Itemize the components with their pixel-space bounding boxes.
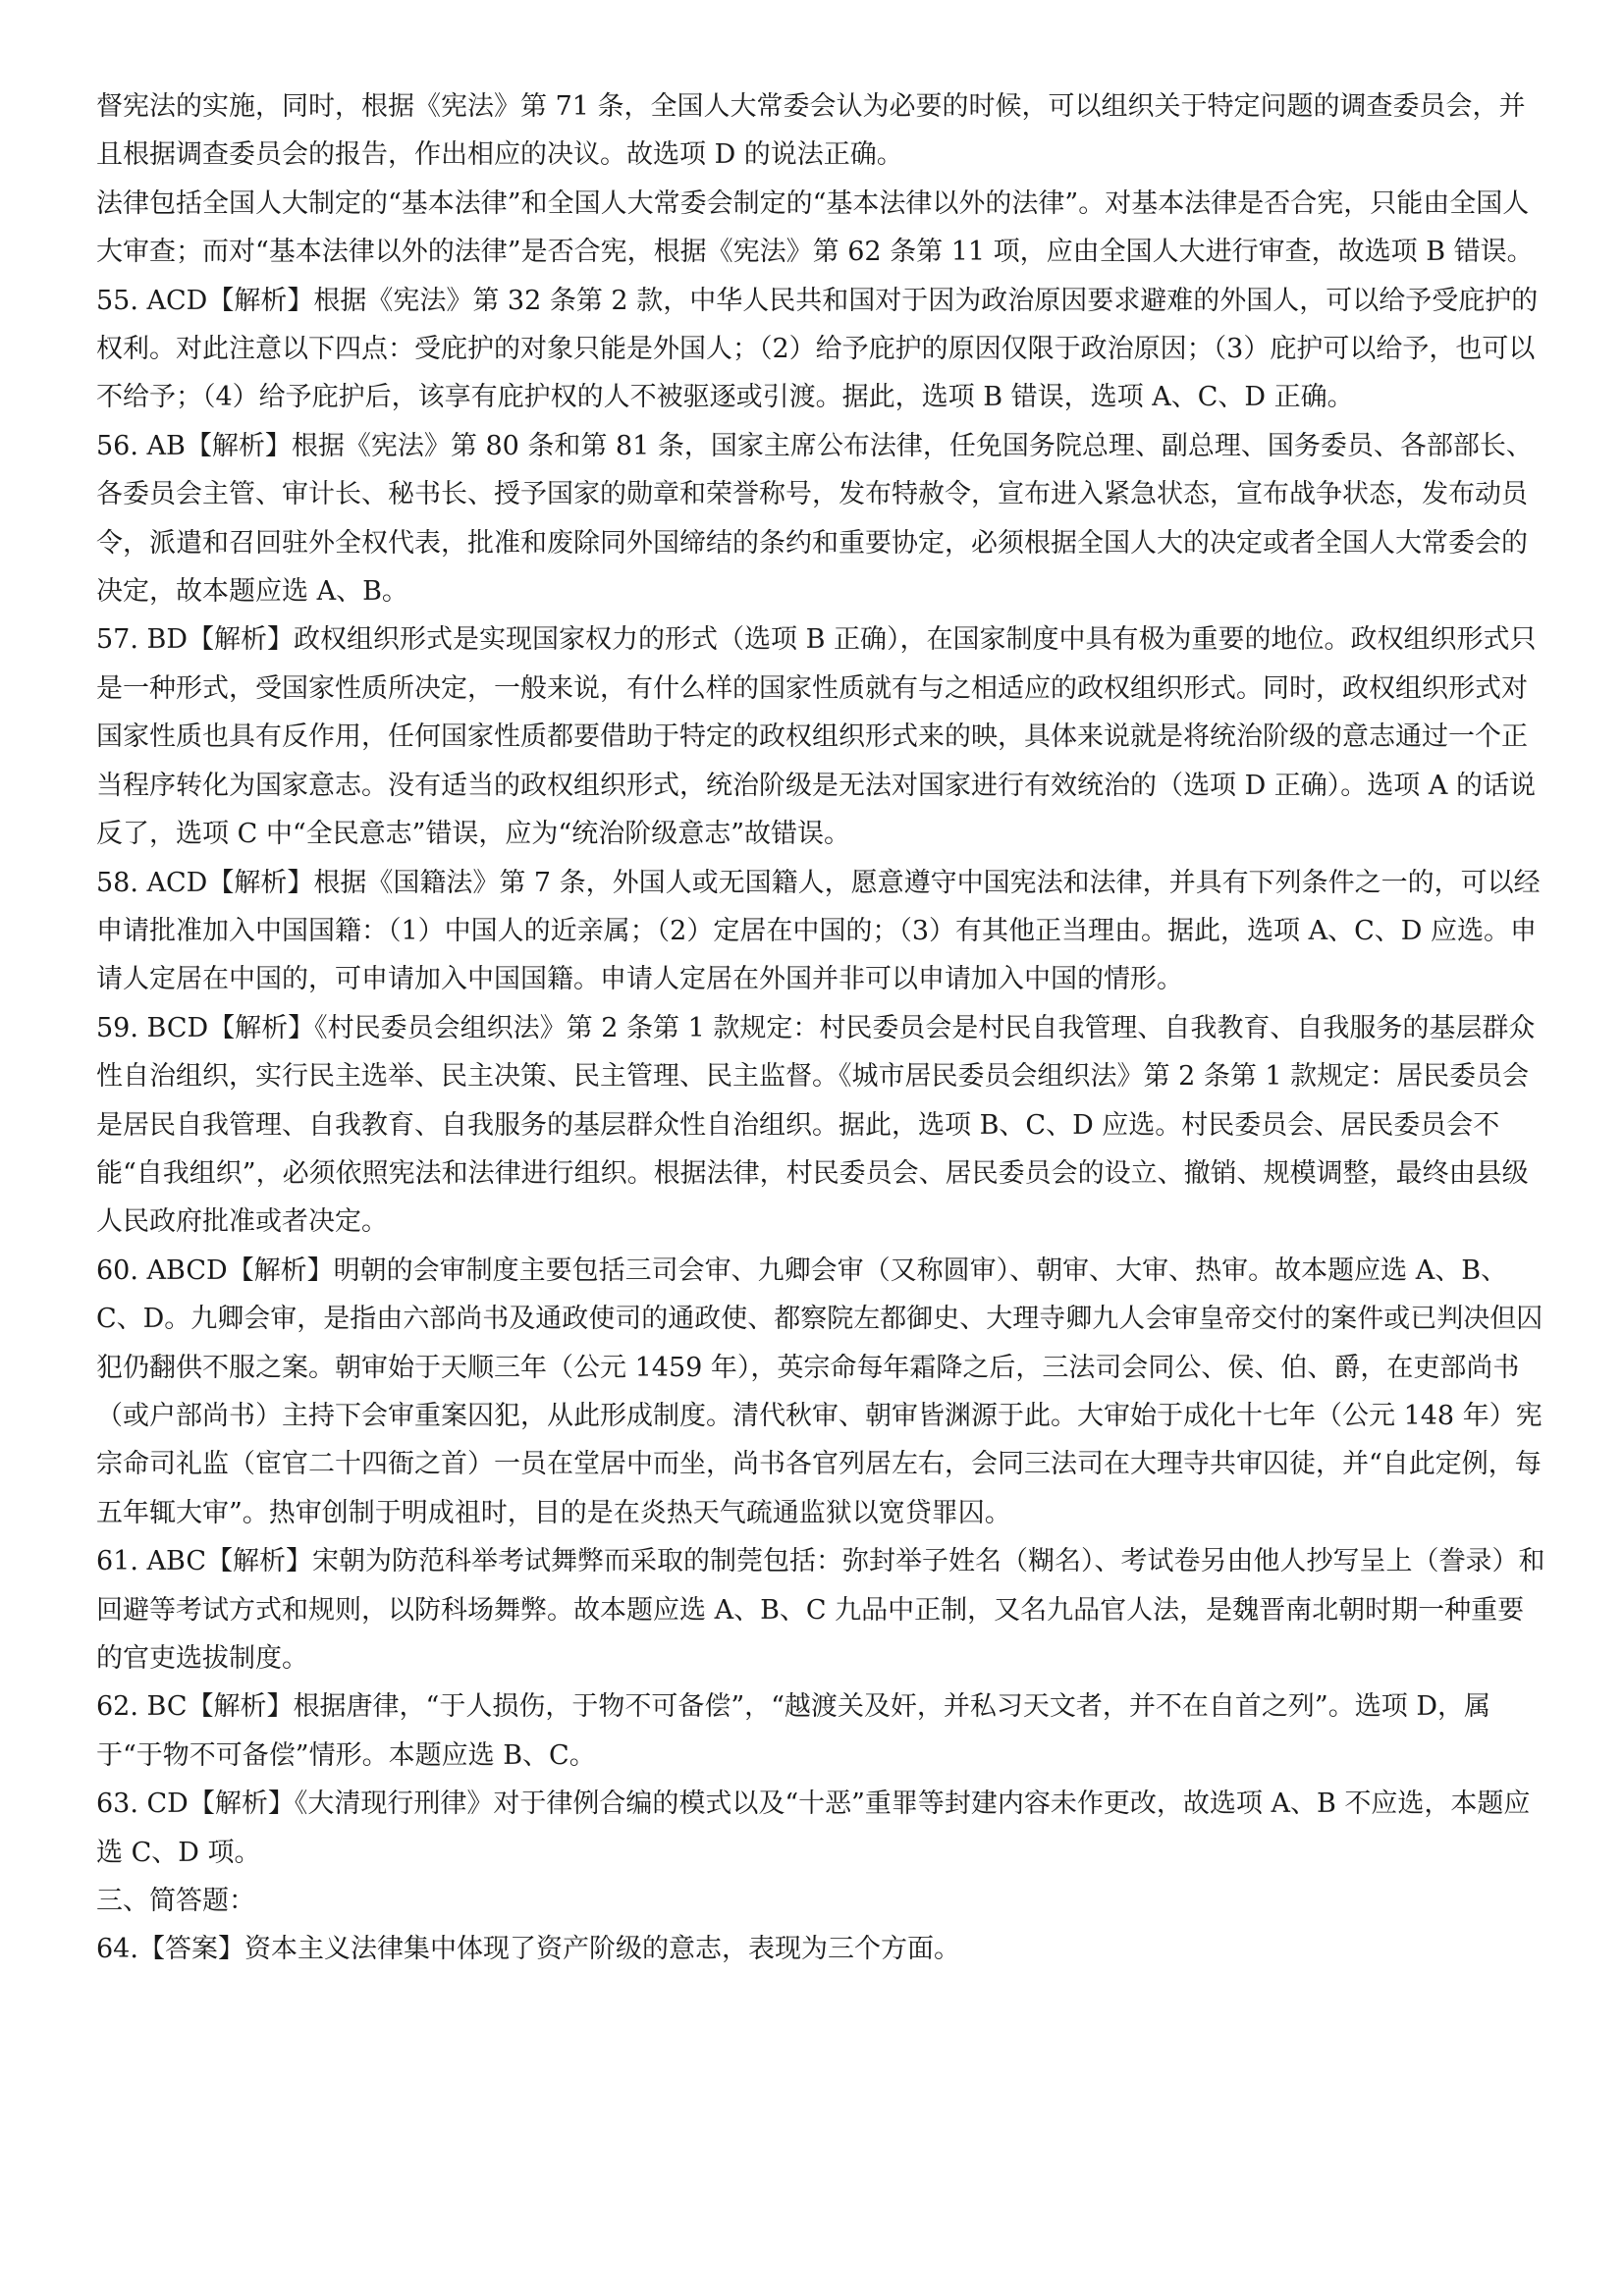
document-page xyxy=(96,82,1547,1974)
answer-55: 55. ACD【解析】根据《宪法》第 32 条第 2 款，中华人民共和国对于因为政治原因要求避难的外国人，可以给予受庇护的权利。对此注意以下四点：受庇护的对象只能是外国人；（2）给予庇护的原因仅限于政治原因；（3）庇护可以给予，也可以不给予；（4）给予庇护后，该享有庇护权的人不被驱逐或引渡。据此，选项 B 错误，选项 A、C、D 正确。 xyxy=(96,285,1539,413)
answer-56: 56. AB【解析】根据《宪法》第 80 条和第 81 条，国家主席公布法律，任免国务院总理、副总理、国务委员、各部部长、各委员会主管、审计长、秘书长、授予国家的勋章和荣誉称号，发布特赦令，宣布进入紧急状态，宣布战争状态，发布动员令，派遣和召回驻外全权代表，批准和废除同外国缔结的条约和重要协定，必须根据全国人大的决定或者全国人大常委会的决定，故本题应选 A、B。 xyxy=(96,430,1533,608)
answer-57: 57. BD【解析】政权组织形式是实现国家权力的形式（选项 B 正确），在国家制度中具有极为重要的地位。政权组织形式只是一种形式，受国家性质所决定，一般来说，有什么样的国家性质就有与之相适应的政权组织形式。同时，政权组织形式对国家性质也具有反作用，任何国家性质都要借助于特定的政权组织形式来的映，具体来说就是将统治阶级的意志通过一个正当程序转化为国家意志。没有适当的政权组织形式，统治阶级是无法对国家进行有效统治的（选项 D 正确）。选项 A 的话说反了，选项 C 中“全民意志”错误，应为“统治阶级意志”故错误。 xyxy=(96,624,1537,850)
answer-64: 64.【答案】资本主义法律集中体现了资产阶级的意志，表现为三个方面。 xyxy=(96,1934,960,1965)
answer-58: 58. ACD【解析】根据《国籍法》第 7 条，外国人或无国籍人，愿意遵守中国宪法和法律，并具有下列条件之一的，可以经申请批准加入中国国籍：（1）中国人的近亲属；（2）定居在中国的；（3）有其他正当理由。据此，选项 A、C、D 应选。申请人定居在中国的，可申请加入中国国籍。申请人定居在外国并非可以申请加入中国的情形。 xyxy=(96,867,1541,995)
answer-60: 60. ABCD【解析】明朝的会审制度主要包括三司会审、九卿会审（又称圆审）、朝审、大审、热审。故本题应选 A、B、C、D。九卿会审，是指由六部尚书及通政使司的通政使、都察院左都御史、大理寺卿九人会审皇帝交付的案件或已判决但囚犯仍翻供不服之案。朝审始于天顺三年（公元 1459 年），英宗命每年霜降之后，三法司会同公、侯、伯、爵，在吏部尚书（或户部尚书）主持下会审重案囚犯，从此形成制度。清代秋审、朝审皆渊源于此。大审始于成化十七年（公元 148 年）宪宗命司礼监（宦官二十四衙之首）一员在堂居中而坐，尚书各官列居左右，会同三法司在大理寺共审囚徒，并“自此定例，每五年辄大审”。热审创制于明成祖时，目的是在炎热天气疏通监狱以宽贷罪囚。 xyxy=(96,1255,1543,1528)
answer-62: 62. BC【解析】根据唐律，“于人损伤，于物不可备偿”，“越渡关及奸，并私习天文者，并不在自首之列”。选项 D，属于“于物不可备偿”情形。本题应选 B、C。 xyxy=(96,1691,1490,1771)
paragraph-1: 督宪法的实施，同时，根据《宪法》第 71 条，全国人大常委会认为必要的时候，可以组织关于特定问题的调查委员会，并且根据调查委员会的报告，作出相应的决议。故选项 D 的说法正确。 xyxy=(96,91,1526,171)
answer-59: 59. BCD【解析】《村民委员会组织法》第 2 条第 1 款规定：村民委员会是村民自我管理、自我教育、自我服务的基层群众性自治组织，实行民主选举、民主决策、民主管理、民主监督。《城市居民委员会组织法》第 2 条第 1 款规定：居民委员会是居民自我管理、自我教育、自我服务的基层群众性自治组织。据此，选项 B、C、D 应选。村民委员会、居民委员会不能“自我组织”，必须依照宪法和法律进行组织。根据法律，村民委员会、居民委员会的设立、撤销、规模调整，最终由县级人民政府批准或者决定。 xyxy=(96,1012,1536,1238)
section-heading: 三、简答题： xyxy=(96,1886,255,1917)
answer-61: 61. ABC【解析】宋朝为防范科举考试舞弊而采取的制莞包括：弥封举子姓名（糊名）、考试卷另由他人抄写呈上（誊录）和回避等考试方式和规则，以防科场舞弊。故本题应选 A、B、C 九品中正制，又名九品官人法，是魏晋南北朝时期一种重要的官吏选拔制度。 xyxy=(96,1546,1545,1674)
paragraph-2: 法律包括全国人大制定的“基本法律”和全国人大常委会制定的“基本法律以外的法律”。对基本法律是否合宪，只能由全国人大审查；而对“基本法律以外的法律”是否合宪，根据《宪法》第 62 条第 11 项，应由全国人大进行审查，故选项 B 错误。 xyxy=(96,187,1534,268)
answer-63: 63. CD【解析】《大清现行刑律》对于律例合编的模式以及“十恶”重罪等封建内容未作更改，故选项 A、B 不应选，本题应选 C、D 项。 xyxy=(96,1789,1531,1868)
